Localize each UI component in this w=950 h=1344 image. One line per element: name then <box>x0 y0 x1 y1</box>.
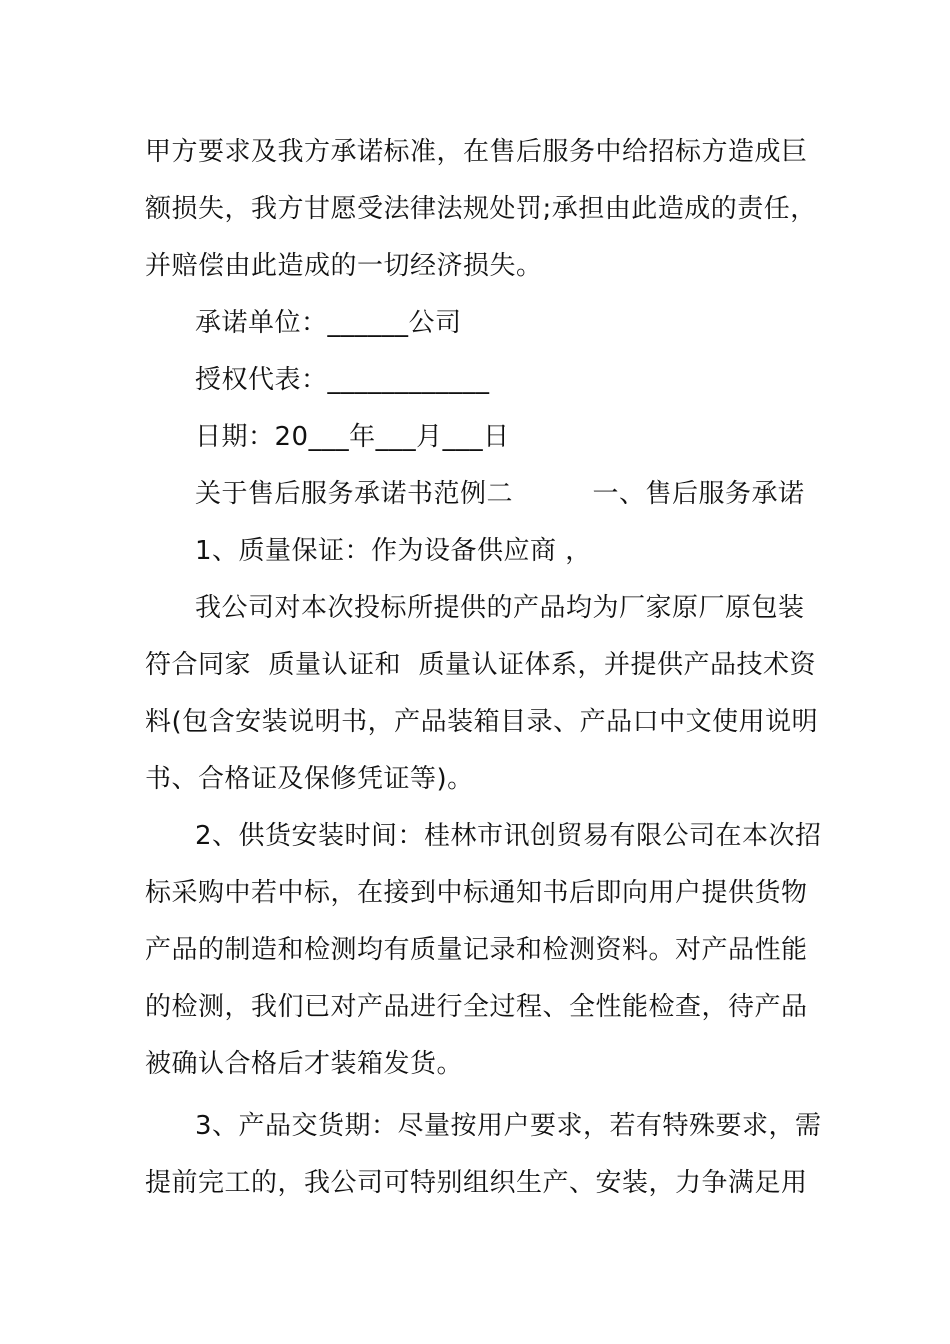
text-line: 1、质量保证：作为设备供应商 ， <box>195 536 592 566</box>
text-line: 料(包含安装说明书，产品装箱目录、产品口中文使用说明 <box>145 707 819 737</box>
text-line: 符合同家 质量认证和 质量认证体系，并提供产品技术资 <box>145 650 817 680</box>
text-line: 额损失，我方甘愿受法律法规处罚;承担由此造成的责任， <box>145 194 817 224</box>
date-line: 日期：20___年___月___日 <box>195 422 510 452</box>
text-line: 被确认合格后才装箱发货。 <box>145 1049 464 1079</box>
signature-company-line: 承诺单位：______公司 <box>195 308 462 338</box>
text-line: 提前完工的，我公司可特别组织生产、安装，力争满足用 <box>145 1168 808 1198</box>
text-line: 2、供货安装时间：桂林市讯创贸易有限公司在本次招 <box>195 821 822 851</box>
text-line: 3、产品交货期：尽量按用户要求，若有特殊要求，需 <box>195 1111 822 1141</box>
text-line: 并赔偿由此造成的一切经济损失。 <box>145 251 543 281</box>
authorized-representative-line: 授权代表：____________ <box>195 365 490 395</box>
text-line: 标采购中若中标，在接到中标通知书后即向用户提供货物 <box>145 878 808 908</box>
text-line: 产品的制造和检测均有质量记录和检测资料。对产品性能 <box>145 935 808 965</box>
text-line: 的检测，我们已对产品进行全过程、全性能检查，待产品 <box>145 992 808 1022</box>
text-line: 甲方要求及我方承诺标准，在售后服务中给招标方造成巨 <box>145 137 808 167</box>
section-heading: 关于售后服务承诺书范例二 一、售后服务承诺 <box>195 479 805 509</box>
text-line: 书、合格证及保修凭证等)。 <box>145 764 474 794</box>
text-line: 我公司对本次投标所提供的产品均为厂家原厂原包装 <box>195 593 805 623</box>
